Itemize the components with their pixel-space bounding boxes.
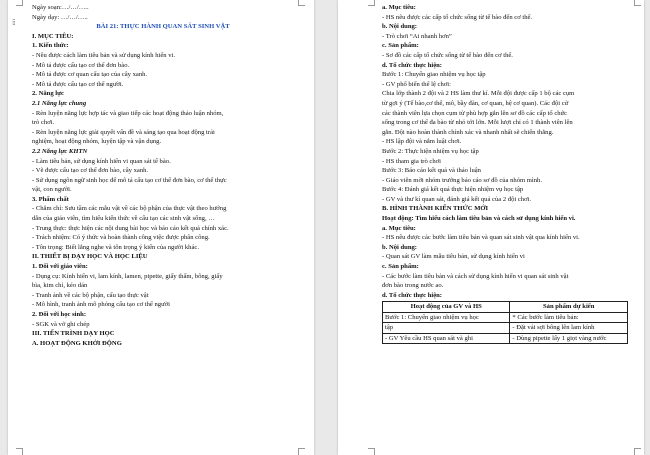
text-line: - Vẽ được cấu tạo cơ thể đơn bào, cây xanh.	[32, 167, 149, 175]
table-header-cell: Sản phẩm dự kiến	[510, 302, 628, 312]
heading-line: b. Nội dung:	[382, 243, 417, 251]
table-cell: - Đặt vải sợi bông lên lam kính	[510, 323, 628, 333]
table-row	[383, 312, 628, 322]
page-text-left[interactable]	[32, 3, 294, 348]
table-cell: - GV Yêu cầu HS quan sát và ghi	[383, 333, 510, 343]
heading-line: d. Tổ chức thực hiện:	[382, 291, 442, 299]
text-line: Ngày dạy: …/…/…..	[32, 13, 88, 21]
text-line: - Làm tiêu bản, sử dụng kính hiển vi quan sát tế bào.	[32, 157, 171, 165]
activity-table	[382, 301, 628, 344]
heading-line: d. Tổ chức thực hiện:	[382, 61, 442, 69]
heading-line: I. MỤC TIÊU:	[32, 32, 74, 40]
text-line: từ gợi ý (Tế bào,cơ thể, mô, bầy đàn, cơ quan, hệ cơ quan). Các đội cử	[382, 99, 569, 107]
text-line: dẫn của giáo viên, tìm hiểu kiến thức về cấu tạo các sinh vật sống, …	[32, 215, 215, 223]
heading-line: 2. Đối với học sinh:	[32, 311, 87, 318]
text-line: Bước 4: Đánh giá kết quả thực hiện nhiệm vụ học tập	[382, 186, 524, 194]
text-line: - Mô tả được cấu tạo cơ thể đơn bào.	[32, 61, 130, 69]
heading-line: III. TIẾN TRÌNH DẠY HỌC	[32, 330, 115, 338]
table-row	[383, 323, 628, 333]
heading-line: a. Mục tiêu:	[382, 4, 416, 11]
text-line: - Sử dụng ngôn ngữ sinh học để mô tả cấu tạo cơ thể đơn bào, cơ thể thực	[32, 176, 227, 184]
text-line: - Trò chơi “Ai nhanh hơn”	[382, 32, 452, 40]
heading-line: 1. Đối với giáo viên:	[32, 263, 88, 271]
text-line: - HS nêu được các bước làm tiêu bản và quan sát sinh vật qua kính hiển vi.	[382, 234, 580, 242]
text-line: - Rèn luyện năng lực giải quyết vấn đề và sáng tạo qua hoạt động trải	[32, 128, 215, 136]
heading-line: A. HOẠT ĐỘNG KHỞI ĐỘNG	[32, 339, 122, 347]
crop-mark-icon	[16, 0, 23, 6]
heading-line: b. Nội dung:	[382, 23, 417, 31]
crop-mark-icon	[634, 448, 641, 455]
text-line: sống trong cơ thể đa bào từ nhỏ tới lớn. Mỗi lượt chỉ có 1 thành viên lên	[382, 119, 573, 127]
text-line: - HS lập đội và nắm luật chơi.	[382, 138, 462, 146]
heading-line: a. Mục tiêu:	[382, 224, 416, 232]
drag-handle-icon[interactable]: ⁞⁞	[12, 18, 15, 27]
text-line: các thành viên lựa chọn cụm từ phù hợp gắn lên sơ đồ các cấp tổ chức	[382, 109, 568, 117]
document-page-left	[8, 0, 314, 455]
crop-mark-icon	[368, 0, 375, 6]
text-line: nghiệm, hoạt động nhóm, luyện tập và vận dụng.	[32, 138, 162, 146]
text-line: đơn bào trong nước ao.	[382, 282, 444, 290]
text-line: - Trách nhiệm: Có ý thức và hoàn thành công việc được phân công.	[32, 234, 210, 242]
heading-line: 1. Kiến thức:	[32, 42, 69, 50]
text-line: Bước 3: Báo cáo kết quả và thảo luận	[382, 167, 481, 175]
text-line: Ngày soạn:…/…/…..	[32, 4, 89, 11]
text-line: - Dụng cụ: Kính hiển vi, lam kính, lamen, pipette, giấy thấm, bông, giấy	[32, 272, 223, 280]
text-line: - Tôn trọng: Biết lắng nghe và tôn trọng ý kiến của người khác.	[32, 243, 199, 251]
text-line: Chia lớp thành 2 đội và 2 HS làm thư kí. Mỗi đội được cấp 1 bộ các cụm	[382, 90, 575, 98]
heading-line: c. Sản phẩm:	[382, 42, 419, 50]
text-line: - SGK và vở ghi chép	[32, 320, 90, 328]
text-line: Bước 1: Chuyển giao nhiệm vụ học tập	[382, 71, 486, 79]
heading-line: 2.1 Năng lực chung	[32, 99, 87, 107]
heading-line: 2. Năng lực	[32, 90, 64, 98]
text-line: vật, con người.	[32, 186, 72, 194]
text-line: gắn. Đội nào hoàn thành chính xác và nhanh nhất sẽ chiến thắng.	[382, 128, 554, 136]
table-cell: - Dùng pipette lấy 1 giọt vàng nước	[510, 333, 628, 343]
text-line: - Tranh ảnh về các bộ phận, cấu tạo thực vật	[32, 291, 149, 299]
text-line: - Mô hình, tranh ảnh mô phỏng cấu tạo cơ thể người	[32, 301, 170, 309]
text-line: bìa, kim chỉ, kéo dán	[32, 282, 88, 290]
text-line: - Các bước làm tiêu bản và cách sử dụng kính hiển vi quan sát sinh vật	[382, 272, 569, 280]
text-line: - Trung thực: thực hiện các nội dung bài học và báo cáo kết quả chính xác.	[32, 224, 229, 232]
text-line: - Quan sát GV làm mẫu tiêu bản, sử dụng kính hiển vi	[382, 253, 525, 261]
crop-mark-icon	[368, 448, 375, 455]
text-line: - Nêu được cách làm tiêu bản và sử dụng kính hiển vi.	[32, 51, 176, 59]
document-page-right	[338, 0, 644, 455]
heading-line: 2.2 Năng lực KHTN	[32, 147, 88, 155]
text-line: - Mô tả được cấu tạo cơ thể người.	[32, 80, 124, 88]
crop-mark-icon	[298, 448, 305, 455]
lesson-title: BÀI 21: THỰC HÀNH QUAN SÁT SINH VẬT	[96, 23, 230, 31]
heading-line: II. THIẾT BỊ DẠY HỌC VÀ HỌC LIỆU	[32, 253, 148, 261]
text-line: - Chăm chỉ: Sưu tầm các mẫu vật về các bộ phận của thực vật theo hướng	[32, 205, 227, 213]
page-text-right[interactable]	[382, 3, 638, 344]
text-line: - HS nêu được các cấp tổ chức sống từ tế bào đến cơ thể.	[382, 13, 533, 21]
text-line: - GV và thư kí quan sát, đánh giá kết quả của 2 đội chơi.	[382, 195, 532, 203]
heading-line: Hoạt động: Tìm hiểu cách làm tiêu bản và cách sử dụng kính hiển vi.	[382, 215, 576, 223]
text-line: Bước 2: Thực hiện nhiệm vụ học tập	[382, 147, 479, 155]
table-cell: tập	[383, 323, 510, 333]
text-line: - Sơ đồ các cấp tổ chức sống từ tế bào đến cơ thể.	[382, 51, 513, 59]
text-line: trò chơi.	[32, 119, 55, 127]
crop-mark-icon	[298, 0, 305, 6]
table-cell: * Các bước làm tiêu bản:	[510, 312, 628, 322]
heading-line: B. HÌNH THÀNH KIẾN THỨC MỚI	[382, 205, 489, 213]
heading-line: c. Sản phẩm:	[382, 263, 419, 271]
text-line: - Rèn luyện năng lực hợp tác và giao tiếp các hoạt động thảo luận nhóm,	[32, 109, 224, 117]
text-line: - GV phổ biến thể lệ chơi:	[382, 80, 451, 88]
heading-line: 3. Phẩm chất	[32, 195, 69, 203]
table-cell: Bước 1: Chuyển giao nhiệm vụ học	[383, 312, 510, 322]
table-row	[383, 333, 628, 343]
table-header-cell: Hoạt động của GV và HS	[383, 302, 510, 312]
crop-mark-icon	[16, 448, 23, 455]
text-line: - Mô tả được cơ quan cấu tạo của cây xanh.	[32, 71, 148, 79]
text-line: - Giáo viên mời nhóm trưởng báo cáo sơ đồ của nhóm mình.	[382, 176, 542, 184]
text-line: - HS tham gia trò chơi	[382, 157, 441, 165]
